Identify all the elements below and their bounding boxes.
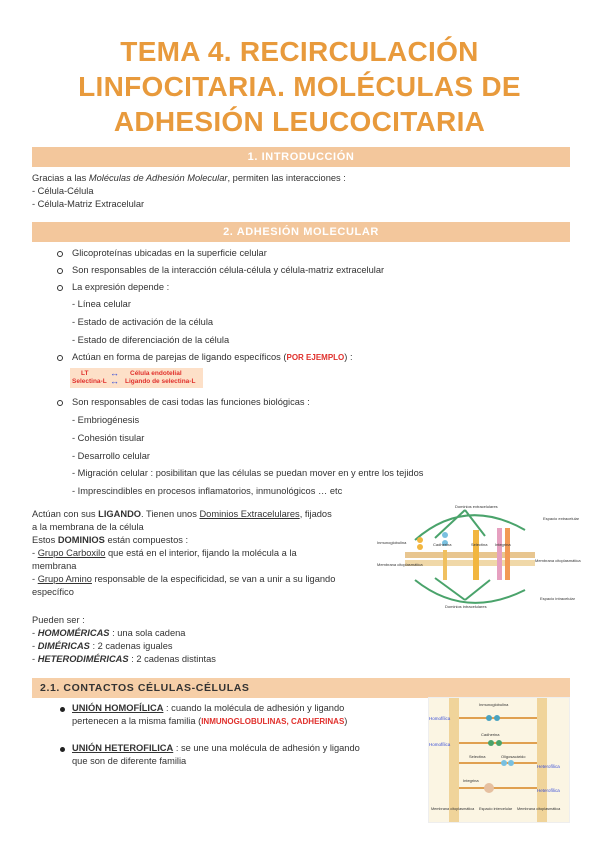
pair-selectina: Selectina-L [72, 378, 107, 385]
sub-item: - Estado de activación de la célula [72, 317, 214, 327]
fig2-label: Espacio intercelular [479, 807, 513, 811]
fig2-label: Membrana citoplasmática [431, 807, 475, 811]
section-heading-adhesion: 2. ADHESIÓN MOLECULAR [32, 222, 570, 242]
fig1-label: Cadherina [433, 542, 452, 547]
bullet-circle [57, 355, 63, 361]
figure-cell-contacts [428, 697, 570, 823]
fig2-label: Integrina [463, 778, 479, 783]
fig2-label: Inmunoglobulina [479, 702, 509, 707]
bullet-circle [57, 251, 63, 257]
title-line-2: LINFOCITARIA. MOLÉCULAS DE [78, 71, 521, 102]
text: Actúan con sus [32, 509, 99, 519]
fig2-label: Heterofílica [537, 764, 560, 769]
double-arrow-icon: ↔ [110, 376, 119, 386]
fig1-label: Dominios extracelulares [455, 504, 498, 509]
homofilica-label: UNIÓN HOMOFÍLICA [72, 703, 164, 713]
families-red: INMUNOGLOBULINAS, CADHERINAS [201, 717, 345, 726]
dominios-bold: DOMINIOS [57, 535, 105, 545]
text: - [32, 574, 38, 584]
intro-text-end: , permiten las interacciones : [227, 173, 346, 183]
sub-item: - Desarrollo celular [72, 451, 151, 461]
ligando-bold: LIGANDO [98, 509, 142, 519]
bullet-text-3: La expresión depende : [72, 282, 170, 292]
text: Estos [32, 535, 58, 545]
intro-text: Gracias a las [32, 173, 89, 183]
text: : una sola cadena [109, 628, 186, 638]
dimericas-bold: DIMÉRICAS [37, 641, 90, 651]
dominios-underlined: Dominios Extracelulares [199, 509, 300, 519]
intro-paragraph [32, 172, 572, 211]
types-paragraph: Pueden ser : - HOMOMÉRICAS : una sola cadena - DIMÉRICAS : 2 cadenas iguales - HETERODIMÉRICAS : 2 cadenas distintas [32, 615, 216, 664]
text: : 2 cadenas iguales [89, 641, 173, 651]
fig2-label: Oligosacárido [501, 754, 526, 759]
bullet-circle [57, 268, 63, 274]
bullet-text-4 [72, 351, 353, 364]
bullet-circle [57, 400, 63, 406]
sub-item: - Estado de diferenciación de la célula [72, 335, 230, 345]
adhesion-diagram [375, 500, 581, 612]
pair-lt: LT [81, 370, 89, 377]
bullet-text-1: Glicoproteínas ubicadas en la superficie celular [72, 248, 267, 258]
text: : se une una molécula de adhesión y ligando [173, 743, 360, 753]
bullet-dot [60, 707, 65, 712]
bullet-circle [57, 285, 63, 291]
text: ) [344, 716, 348, 726]
fig2-label: Membrana citoplasmática [517, 807, 561, 811]
text: específico [32, 587, 74, 597]
sub-item: - Embriogénesis [72, 415, 140, 425]
text: que está en el interior, fijando la molécula a la [105, 548, 297, 558]
por-ejemplo-label: POR EJEMPLO [286, 353, 345, 362]
fig1-label: Espacio intracelular [540, 596, 575, 601]
text: están compuestos : [104, 535, 189, 545]
title-line-1: TEMA 4. RECIRCULACIÓN [120, 36, 479, 67]
carboxilo-underlined: Grupo Carboxilo [37, 548, 106, 558]
heterofilica-label: UNIÓN HETEROFILICA [72, 743, 174, 753]
text: Pueden ser : [32, 615, 85, 625]
pair-ligando: Ligando de selectina-L [125, 378, 196, 385]
text: membrana [32, 561, 77, 571]
title-line-3: ADHESIÓN LEUCOCITARIA [113, 106, 486, 137]
pair-endotelial: Célula endotelial [130, 370, 182, 377]
text: : cuando la molécula de adhesión y ligando [163, 703, 345, 713]
bullet-text-5: Son responsables de casi todas las funciones biológicas : [72, 397, 310, 407]
fig1-label: Membrana citoplasmática [377, 562, 423, 567]
amino-underlined: Grupo Amino [37, 574, 92, 584]
fig1-label: Inmunoglobulina [377, 540, 407, 545]
text: pertenecen a la misma familia ( [72, 716, 202, 726]
bullet-dot [60, 747, 65, 752]
text: que son de diferente familia [72, 756, 187, 766]
heterodimericas-bold: HETERODIMÉRICAS [37, 654, 129, 664]
ligand-pair-box [70, 368, 203, 388]
sub-item: - Migración celular : posibilitan que las células se puedan mover en y entre los tejidos [72, 468, 424, 478]
heterofilica-paragraph [72, 742, 412, 768]
text: . Tienen unos [141, 509, 200, 519]
figure-adhesion-molecules [375, 500, 581, 612]
text: responsable de la especificidad, se van a unir a su ligando [91, 574, 336, 584]
page-title [0, 34, 599, 139]
homofilica-paragraph [72, 702, 392, 728]
fig2-label: Homofílica [429, 742, 451, 747]
sub-item: - Cohesión tisular [72, 433, 145, 443]
intro-emphasis: Moléculas de Adhesión Molecular [88, 173, 228, 183]
b4-text-end: ) : [344, 352, 353, 362]
fig2-label: Heterofílica [537, 788, 560, 793]
text: a la membrana de la célula [32, 522, 144, 532]
section-heading-contactos: 2.1. CONTACTOS CÉLULAS-CÉLULAS [32, 678, 570, 698]
fig2-label: Selectina [469, 754, 486, 759]
cell-contacts-diagram [429, 698, 569, 822]
bullet-text-2: Son responsables de la interacción célula-célula y célula-matriz extracelular [72, 265, 385, 275]
fig2-label: Cadherina [481, 732, 500, 737]
b4-text: Actúan en forma de parejas de ligando específicos ( [72, 352, 287, 362]
double-arrow-icon: ↔ [110, 368, 119, 378]
ligand-paragraph [32, 508, 392, 599]
text: , fijados [299, 509, 332, 519]
intro-item-2: - Célula-Matriz Extracelular [32, 199, 145, 209]
fig2-label: Homofílica [429, 716, 451, 721]
text: - [32, 548, 38, 558]
homomericas-bold: HOMOMÉRICAS [37, 628, 110, 638]
fig1-label: Espacio extracelular [543, 516, 580, 521]
text: : 2 cadenas distintas [128, 654, 216, 664]
section-heading-introduccion: 1. INTRODUCCIÓN [32, 147, 570, 167]
fig1-label: Selectina [471, 542, 488, 547]
intro-item-1: - Célula-Célula [32, 186, 94, 196]
sub-item: - Imprescindibles en procesos inflamatorios, inmunológicos … etc [72, 486, 343, 496]
fig1-label: Integrina [495, 542, 511, 547]
fig1-label: Membrana citoplasmática [535, 558, 581, 563]
sub-item: - Línea celular [72, 299, 131, 309]
fig1-label: Dominios intracelulares [445, 604, 487, 609]
